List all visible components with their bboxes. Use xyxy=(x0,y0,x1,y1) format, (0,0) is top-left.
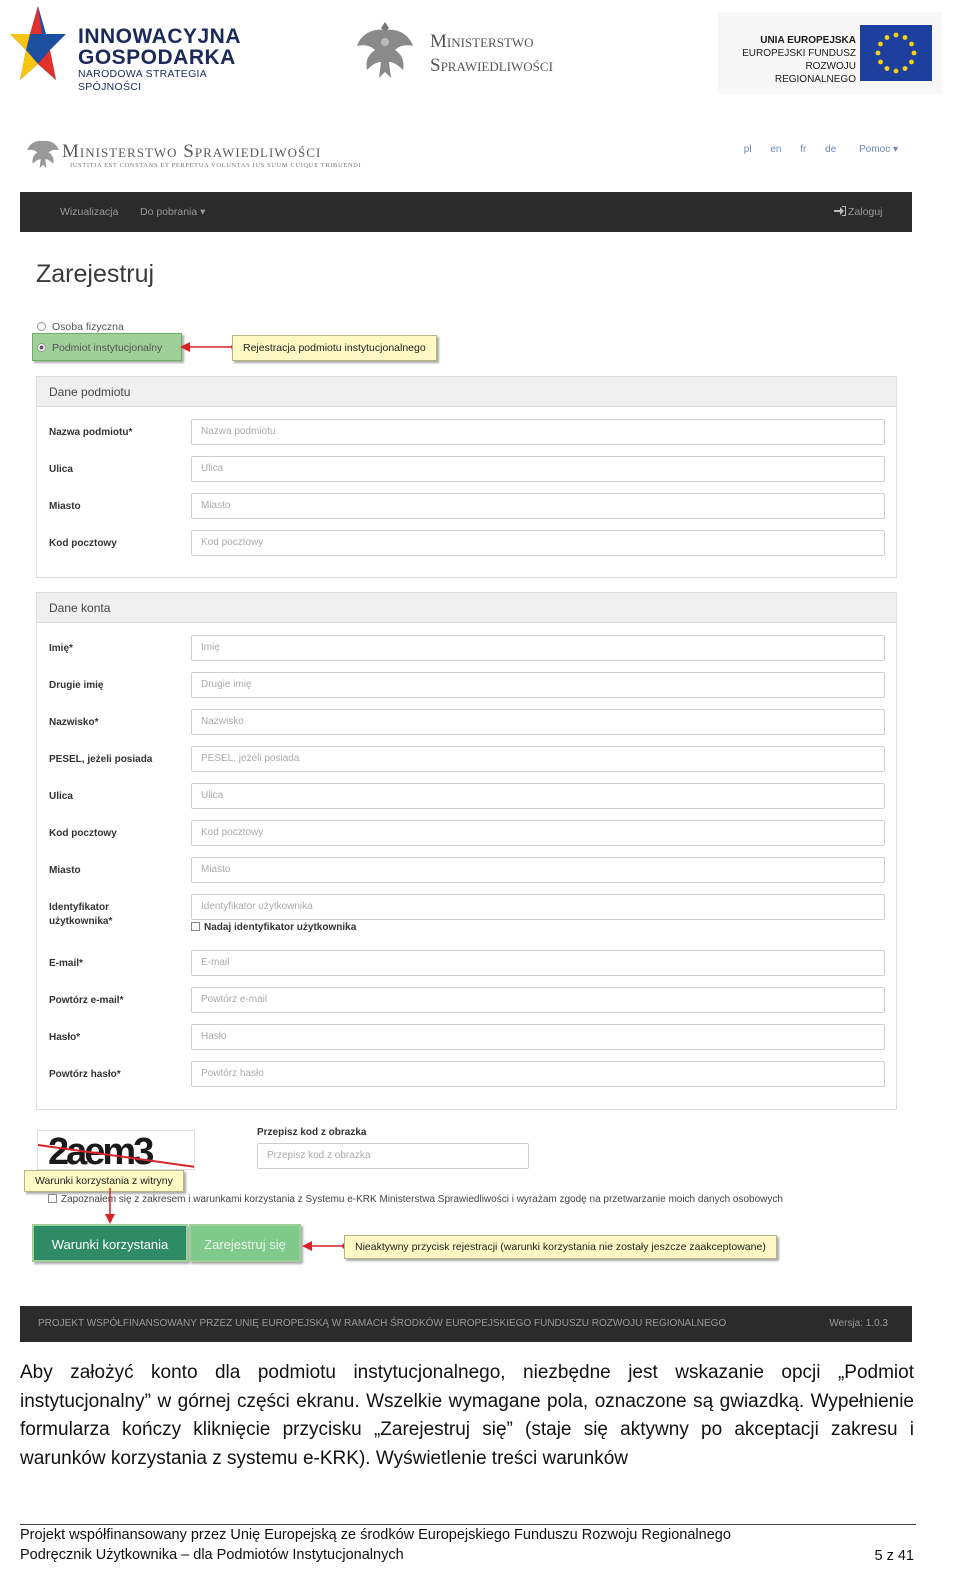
entity-panel xyxy=(36,376,897,578)
captcha-label: Przepisz kod z obrazka xyxy=(257,1127,367,1138)
field-label: Ulica xyxy=(49,791,73,802)
nav-visualization[interactable]: Wizualizacja xyxy=(60,206,119,218)
field-label: Nazwa podmiotu* xyxy=(49,427,133,438)
accept-terms-checkbox[interactable] xyxy=(48,1194,783,1206)
register-button[interactable]: Zarejestruj się xyxy=(189,1224,301,1262)
ministerstwo-logo xyxy=(355,18,615,84)
logo-line: GOSPODARKA xyxy=(78,46,236,69)
innowacyjna-gospodarka-logo xyxy=(8,4,268,93)
site-header xyxy=(20,118,912,192)
radio-selected-icon xyxy=(37,343,46,352)
document-footer xyxy=(20,1524,916,1565)
field-label: Powtórz e-mail* xyxy=(49,995,124,1006)
eu-flag-icon xyxy=(860,25,932,81)
entity-city-input[interactable]: Miasto xyxy=(191,493,885,519)
street-input[interactable]: Ulica xyxy=(191,783,885,809)
field-label: Drugie imię xyxy=(49,680,104,691)
body-paragraph: Aby założyć konto dla podmiotu instytucjonalnego, niezbędne jest wskazanie opcji „Podmiot instytucjonalny” w górnej części ekranu. Wszelkie wymagane pola, oznaczone są gwiazdką. Wypełnienie formularza kończy kliknięcie przycisku „Zarejestruj się” (staje się aktywny po akceptacji zakresu i warunków korzystania z systemu e-KRK). Wyświetlenie treści warunków xyxy=(20,1362,914,1469)
field-label: Kod pocztowy xyxy=(49,538,117,549)
footer-line: Projekt współfinansowany przez Unię Europejską ze środków Europejskiego Funduszu Rozwoju Regionalnego xyxy=(20,1527,731,1543)
eagle-emblem-icon xyxy=(26,134,60,172)
field-label: E-mail* xyxy=(49,958,83,969)
email-input[interactable]: E-mail xyxy=(191,950,885,976)
eu-logo xyxy=(718,12,942,94)
checkbox-label: Zapoznałem się z zakresem i warunkami korzystania z Systemu e-KRK Ministerstwa Sprawiedliwości i wyrażam zgodę na przetwarzanie moich danych osobowych xyxy=(61,1194,783,1205)
checkbox-label: Nadaj identyfikator użytkownika xyxy=(204,922,357,933)
email-repeat-input[interactable]: Powtórz e-mail xyxy=(191,987,885,1013)
field-label: Identyfikator użytkownika* xyxy=(49,902,113,927)
star-logo-icon xyxy=(8,4,68,88)
logo-strip xyxy=(0,0,960,100)
footer-line: Podręcznik Użytkownika – dla Podmiotów Instytucjonalnych xyxy=(20,1547,404,1563)
field-label: Miasto xyxy=(49,865,81,876)
terms-button[interactable]: Warunki korzystania xyxy=(32,1224,188,1262)
radio-institution[interactable] xyxy=(37,342,162,354)
login-label: Zaloguj xyxy=(848,206,883,218)
panel-heading: Dane podmiotu xyxy=(37,377,896,407)
arrow-annotation xyxy=(180,341,240,353)
field-label: Powtórz hasło* xyxy=(49,1069,121,1080)
arrow-annotation xyxy=(104,1188,116,1224)
logo-line: Ministerstwo xyxy=(430,31,534,52)
version-label: Wersja: 1.0.3 xyxy=(829,1318,888,1329)
arrow-annotation xyxy=(302,1240,350,1252)
entity-street-input[interactable]: Ulica xyxy=(191,456,885,482)
field-label: PESEL, jeżeli posiada xyxy=(49,754,153,765)
nav-downloads[interactable]: Do pobrania ▾ xyxy=(140,206,206,218)
logo-line: INNOWACYJNA xyxy=(78,25,242,48)
site-footer-text: PROJEKT WSPÓŁFINANSOWANY PRZEZ UNIĘ EUROPEJSKĄ W RAMACH ŚRODKÓW EUROPEJSKIEGO FUNDUSZU ROZWOJU REGIONALNEGO xyxy=(38,1318,727,1329)
surname-input[interactable]: Nazwisko xyxy=(191,709,885,735)
radio-icon xyxy=(37,322,46,331)
logo-line: UNIA EUROPEJSKA xyxy=(760,35,856,46)
page-number: 5 z 41 xyxy=(874,1548,914,1564)
logo-line: NARODOWA STRATEGIA SPÓJNOŚCI xyxy=(78,68,207,93)
entity-name-input[interactable]: Nazwa podmiotu xyxy=(191,419,885,445)
field-label: Nazwisko* xyxy=(49,717,99,728)
field-label: Hasło* xyxy=(49,1032,81,1043)
captcha-input[interactable]: Przepisz kod z obrazka xyxy=(257,1143,529,1169)
site-brand: Ministerstwo Sprawiedliwości xyxy=(62,141,322,162)
second-name-input[interactable]: Drugie imię xyxy=(191,672,885,698)
field-label: Miasto xyxy=(49,501,81,512)
callout-terms: Warunki korzystania z witryny xyxy=(24,1170,184,1192)
logo-line: EUROPEJSKI FUNDUSZ xyxy=(742,48,856,59)
radio-label: Osoba fizyczna xyxy=(52,321,124,333)
eagle-emblem-icon xyxy=(355,18,415,84)
account-panel xyxy=(36,592,897,1110)
first-name-input[interactable]: Imię xyxy=(191,635,885,661)
field-label: Ulica xyxy=(49,464,73,475)
checkbox-icon xyxy=(48,1194,57,1203)
field-label: Kod pocztowy xyxy=(49,828,117,839)
logo-line: ROZWOJU REGIONALNEGO xyxy=(774,61,856,85)
login-link[interactable] xyxy=(834,206,882,218)
lang-fr[interactable]: fr xyxy=(800,144,807,155)
captcha-image xyxy=(37,1130,195,1170)
panel-heading: Dane konta xyxy=(37,593,896,623)
page-title: Zarejestruj xyxy=(36,260,155,288)
sign-in-icon xyxy=(834,206,846,216)
radio-label: Podmiot instytucjonalny xyxy=(52,342,163,354)
help-menu[interactable]: Pomoc ▾ xyxy=(859,144,898,155)
password-input[interactable]: Hasło xyxy=(191,1024,885,1050)
navbar xyxy=(20,192,912,232)
field-label: Imię* xyxy=(49,643,73,654)
registration-screenshot xyxy=(20,118,912,1344)
callout-institution-registration: Rejestracja podmiotu instytucjonalnego xyxy=(232,335,437,361)
lang-en[interactable]: en xyxy=(770,144,782,155)
password-repeat-input[interactable]: Powtórz hasło xyxy=(191,1061,885,1087)
user-id-input[interactable]: Identyfikator użytkownika xyxy=(191,894,885,920)
city-input[interactable]: Miasto xyxy=(191,857,885,883)
entity-postcode-input[interactable]: Kod pocztowy xyxy=(191,530,885,556)
postcode-input[interactable]: Kod pocztowy xyxy=(191,820,885,846)
lang-de[interactable]: de xyxy=(825,144,837,155)
logo-line: Sprawiedliwości xyxy=(430,55,553,76)
lang-pl[interactable]: pl xyxy=(743,144,752,155)
pesel-input[interactable]: PESEL, jeżeli posiada xyxy=(191,746,885,772)
assign-id-checkbox[interactable] xyxy=(191,922,356,934)
checkbox-icon xyxy=(191,922,200,931)
callout-inactive-register: Nieaktywny przycisk rejestracji (warunki korzystania nie zostały jeszcze zaakceptowane) xyxy=(344,1235,777,1259)
site-motto: IUSTITIA EST CONSTANS ET PERPETUA VOLUNTAS IUS SUUM CUIQUE TRIBUENDI xyxy=(70,162,362,169)
captcha-text: 2aem3 xyxy=(48,1131,152,1170)
language-switcher xyxy=(728,144,898,156)
radio-natural-person[interactable] xyxy=(37,321,124,333)
site-footer xyxy=(20,1306,912,1342)
